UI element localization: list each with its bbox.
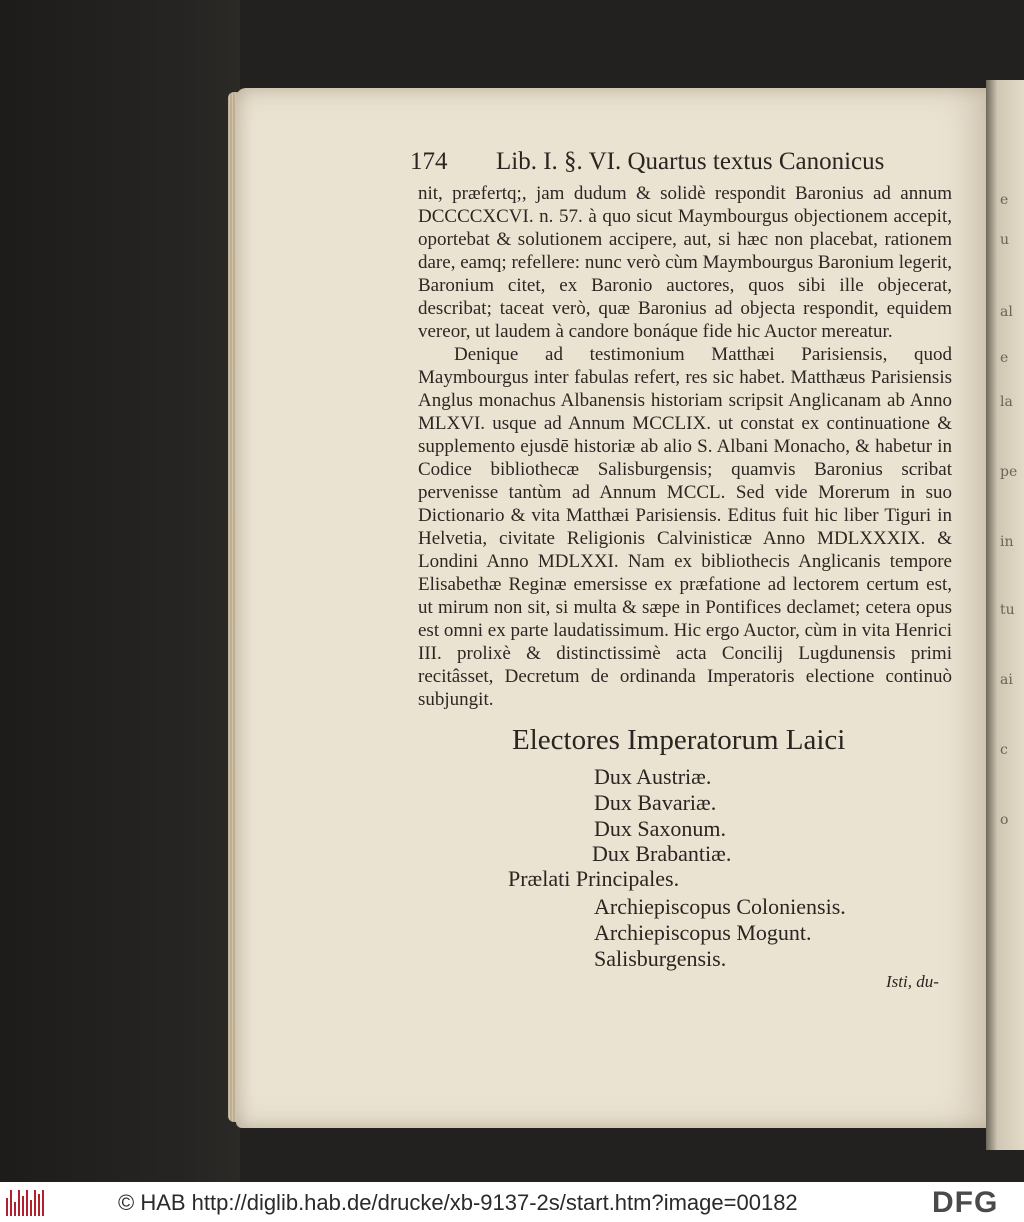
- copyright-link[interactable]: © HAB http://diglib.hab.de/drucke/xb-9137-2s/start.htm?image=00182: [118, 1190, 798, 1215]
- footer-bar: [0, 1182, 1024, 1222]
- next-page-fragment: in: [1000, 534, 1014, 550]
- elector-item: Dux Bavariæ.: [594, 790, 717, 815]
- prelate-item: Archiepiscopus Mogunt.: [594, 920, 812, 945]
- dfg-logo: DFG: [932, 1186, 999, 1219]
- running-head-title: Lib. I. §. VI. Quartus textus Canonicus: [496, 148, 885, 175]
- catchword: Isti, du-: [886, 972, 939, 991]
- next-page-fragment: tu: [1000, 602, 1015, 618]
- paragraph-2: Denique ad testimonium Matthæi Parisiensis, quod Maymbourgus inter fabulas refert, res sic habet. Matthæus Parisiensis Anglus monachus Albanensis historiam scripsit Anglicanam ab Anno MLXVI. usque ad Annum MCCLIX. ut constat ex continuatione & supplemento ejusdē historiæ ab alio S. Albani Monacho, & habetur in Codice bibliothecæ Salisburgensis; quamvis Baronius scribat pervenisse tantùm ad Annum MCCL. Sed vide Morerum in suo Dictionario & vita Matthæi Parisiensis. Editus fuit hic liber Tiguri in Helvetia, civitate Religionis Calvinisticæ Anno MDLXXXIX. & Londini Anno MDLXXI. Nam ex bibliothecis Anglicanis tempore Elisabethæ Reginæ emersisse ex præfatione ad lectorem certum est, ut mirum non sit, si multa & sæpe in Pontifices declamet; cetera opus est omni ex parte laudatissimum. Hic ergo Auctor, cùm in vita Henrici III. prolixè & distinctissimè acta Concilij Lugdunensis primi recitâsset, Decretum de ordinanda Imperatoris electione continuò subjungit.: [418, 344, 952, 710]
- prelates-heading: Prælati Principales.: [508, 866, 680, 891]
- prelate-item: Salisburgensis.: [594, 946, 727, 971]
- next-page-fragment: o: [1000, 812, 1009, 828]
- elector-item: Dux Saxonum.: [594, 816, 726, 841]
- next-page-fragment: la: [1000, 394, 1013, 410]
- next-page-fragment: u: [1000, 232, 1010, 248]
- prelate-item: Archiepiscopus Coloniensis.: [594, 894, 846, 919]
- running-header: [410, 148, 884, 176]
- next-page-fragment: pe: [1000, 464, 1018, 480]
- book-spine-shadow: [0, 0, 240, 1182]
- next-page-fragment: e: [1000, 350, 1009, 366]
- page-number: 174: [410, 148, 448, 175]
- electors-heading: Electores Imperatorum Laici: [512, 724, 846, 756]
- hab-barcode-logo-icon: [6, 1188, 46, 1216]
- paragraph-1: nit, præfertq;, jam dudum & solidè respondit Baronius ad annum DCCCCXCVI. n. 57. à quo sicut Maymbourgus objectionem accepit, oportebat & solutionem accipere, aut, si hæc non placebat, rationem dare, eamq; refellere: nunc verò cùm Maymbourgus Baronium legerit, Baronium citet, ex Baronio auctores, quos sibi ille objecerat, describat; taceat verò, quæ Baronius ad objecta respondit, equidem vereor, ut laudem à candore bonáque fide hic Auctor mereatur.: [418, 183, 952, 342]
- next-page-edge: [986, 80, 1024, 1150]
- next-page-fragment: ai: [1000, 672, 1013, 688]
- elector-item: Dux Brabantiæ.: [592, 841, 732, 866]
- body-text: [418, 182, 952, 711]
- next-page-fragment: c: [1000, 742, 1008, 758]
- next-page-fragment: al: [1000, 304, 1013, 320]
- next-page-fragment: e: [1000, 192, 1009, 208]
- elector-item: Dux Austriæ.: [594, 764, 712, 789]
